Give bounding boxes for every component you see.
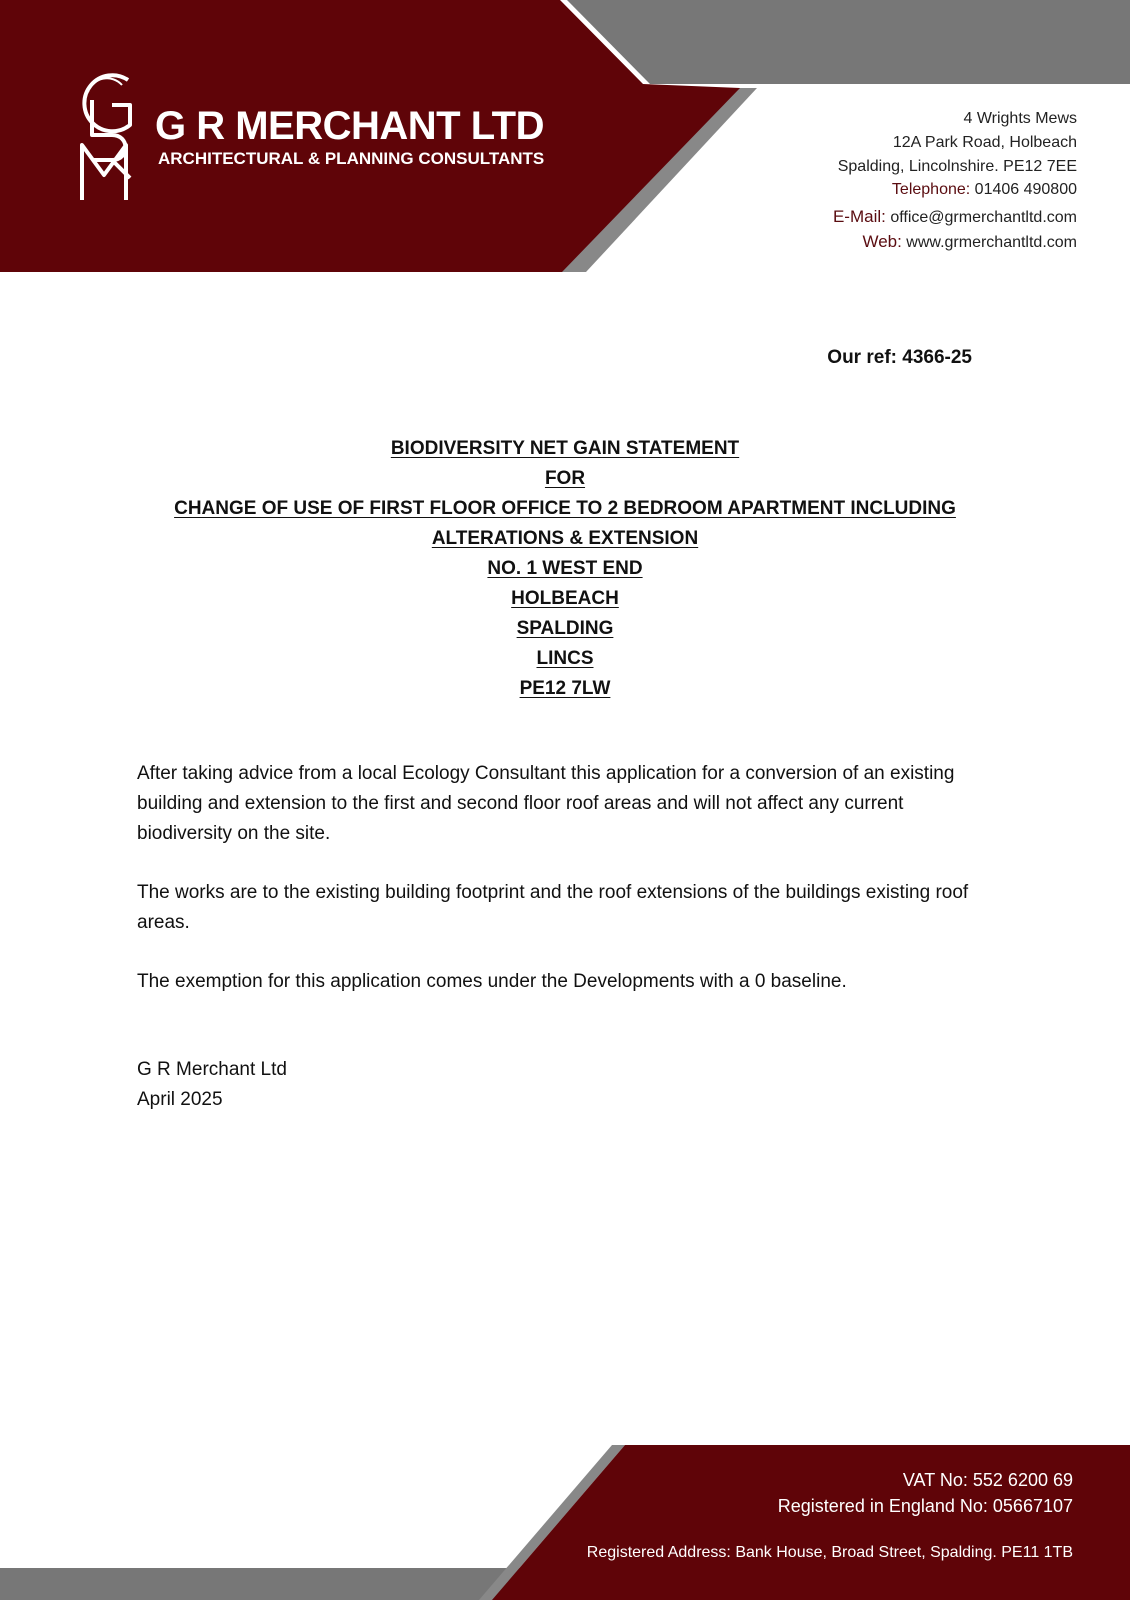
address-line-3: Spalding, Lincolnshire. PE12 7EE	[837, 158, 1077, 175]
title-line: CHANGE OF USE OF FIRST FLOOR OFFICE TO 2 BEDROOM APARTMENT INCLUDING	[174, 498, 956, 519]
footer-maroon-panel	[492, 1445, 1130, 1600]
body-paragraph-1	[137, 759, 977, 849]
title-line: PE12 7LW	[519, 678, 611, 699]
title-line: BIODIVERSITY NET GAIN STATEMENT	[390, 438, 740, 459]
address-line-2: 12A Park Road, Holbeach	[892, 134, 1077, 151]
telephone-number[interactable]: 01406 490800	[974, 181, 1077, 198]
web-address[interactable]: www.grmerchantltd.com	[906, 234, 1077, 251]
title-line: ALTERATIONS & EXTENSION	[431, 528, 699, 549]
telephone-label: Telephone:	[891, 181, 971, 198]
title-line: NO. 1 WEST END	[487, 558, 643, 579]
body-paragraph-2	[137, 878, 977, 938]
signoff-name: G R Merchant Ltd	[137, 1059, 287, 1080]
body-paragraph-3	[137, 967, 977, 997]
web-line	[862, 232, 1077, 252]
vat-number: VAT No: 552 6200 69	[902, 1470, 1073, 1490]
email-address[interactable]: office@grmerchantltd.com	[890, 209, 1077, 226]
title-line: SPALDING	[516, 618, 614, 639]
company-tagline: ARCHITECTURAL & PLANNING CONSULTANTS	[158, 149, 545, 168]
email-label: E-Mail:	[832, 207, 886, 226]
header-grey-band	[567, 0, 1130, 84]
title-line: LINCS	[536, 648, 594, 669]
registered-address: Registered Address: Bank House, Broad Street, Spalding. PE11 1TB	[586, 1544, 1073, 1561]
paragraph-text: The exemption for this application comes under the Developments with a 0 baseline.	[137, 971, 847, 992]
title-line: HOLBEACH	[511, 588, 619, 609]
address-line-1: 4 Wrights Mews	[963, 110, 1077, 127]
statement-title-block	[0, 434, 1130, 704]
title-line: FOR	[544, 468, 586, 489]
telephone-line	[892, 181, 1077, 199]
paragraph-text: After taking advice from a local Ecology Consultant this application for a conversion of an existing building and extension to the first and second floor roof areas and will not affect any current biodiversity on the site.	[137, 763, 955, 844]
ref-number: 4366-25	[902, 347, 972, 368]
paragraph-text: The works are to the existing building footprint and the roof extensions of the buildings existing roof areas.	[137, 882, 969, 933]
company-name: G R MERCHANT LTD	[155, 104, 544, 148]
our-reference	[827, 347, 972, 369]
ref-label: Our ref:	[827, 347, 897, 368]
signoff-date: April 2025	[137, 1089, 223, 1110]
web-label: Web:	[862, 232, 902, 251]
footer-grey-band	[0, 1568, 540, 1600]
footer-banner	[0, 1440, 1130, 1600]
email-line	[833, 207, 1077, 227]
registration-number: Registered in England No: 05667107	[777, 1496, 1073, 1516]
